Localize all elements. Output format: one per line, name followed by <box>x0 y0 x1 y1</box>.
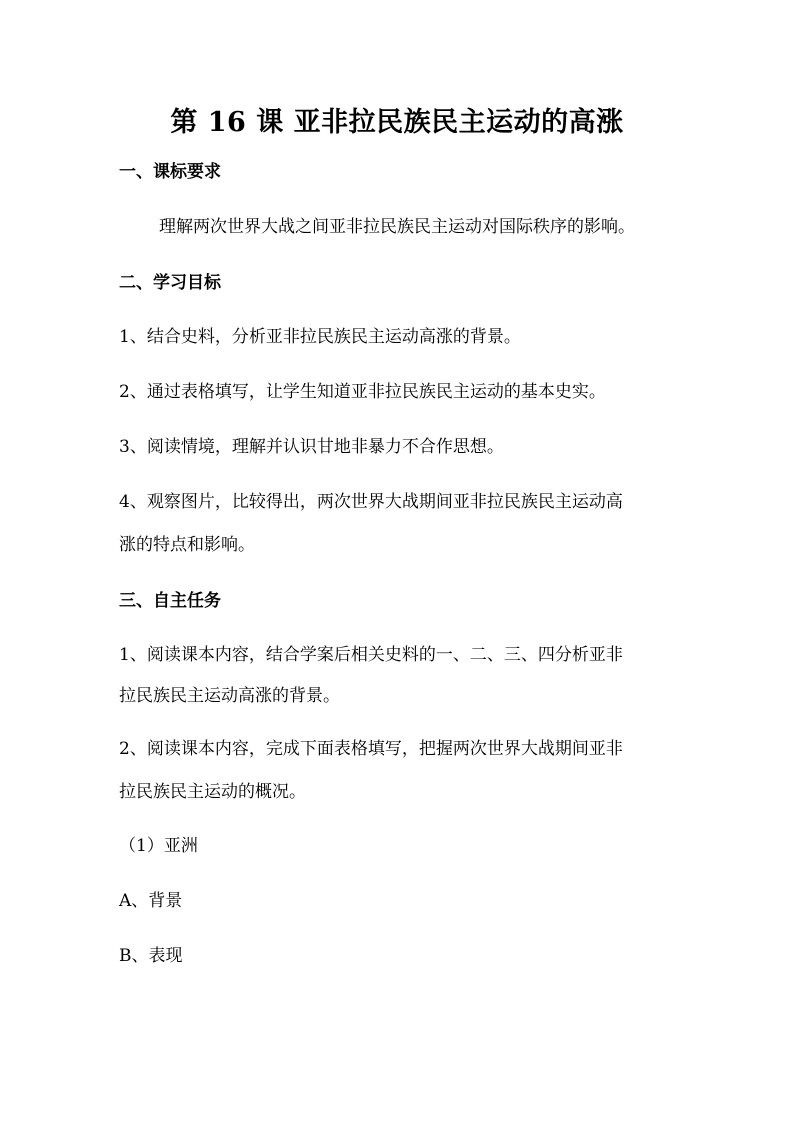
subsection-asia: （1）亚洲 <box>119 836 198 856</box>
subitem-manifestation: B、表现 <box>119 946 183 966</box>
subitem-background: A、背景 <box>119 891 183 911</box>
objective-item-4: 4、观察图片，比较得出，两次世界大战期间亚非拉民族民主运动高 <box>119 492 623 512</box>
section1-text: 理解两次世界大战之间亚非拉民族民主运动对国际秩序的影响。 <box>159 217 635 237</box>
objective-item-4-cont: 涨的特点和影响。 <box>119 535 255 555</box>
section2-heading: 二、学习目标 <box>119 273 221 293</box>
task-item-1-cont: 拉民族民主运动高涨的背景。 <box>119 686 340 706</box>
task-item-2: 2、阅读课本内容，完成下面表格填写，把握两次世界大战期间亚非 <box>119 739 623 759</box>
section1-heading: 一、课标要求 <box>119 162 221 182</box>
objective-item-3: 3、阅读情境，理解并认识甘地非暴力不合作思想。 <box>119 437 504 457</box>
task-item-1: 1、阅读课本内容，结合学案后相关史料的一、二、三、四分析亚非 <box>119 645 623 665</box>
section3-heading: 三、自主任务 <box>119 591 221 611</box>
objective-item-2: 2、通过表格填写，让学生知道亚非拉民族民主运动的基本史实。 <box>119 382 606 402</box>
objective-item-1: 1、结合史料，分析亚非拉民族民主运动高涨的背景。 <box>119 327 521 347</box>
document-title: 第 16 课 亚非拉民族民主运动的高涨 <box>170 107 624 138</box>
task-item-2-cont: 拉民族民主运动的概况。 <box>119 782 306 802</box>
